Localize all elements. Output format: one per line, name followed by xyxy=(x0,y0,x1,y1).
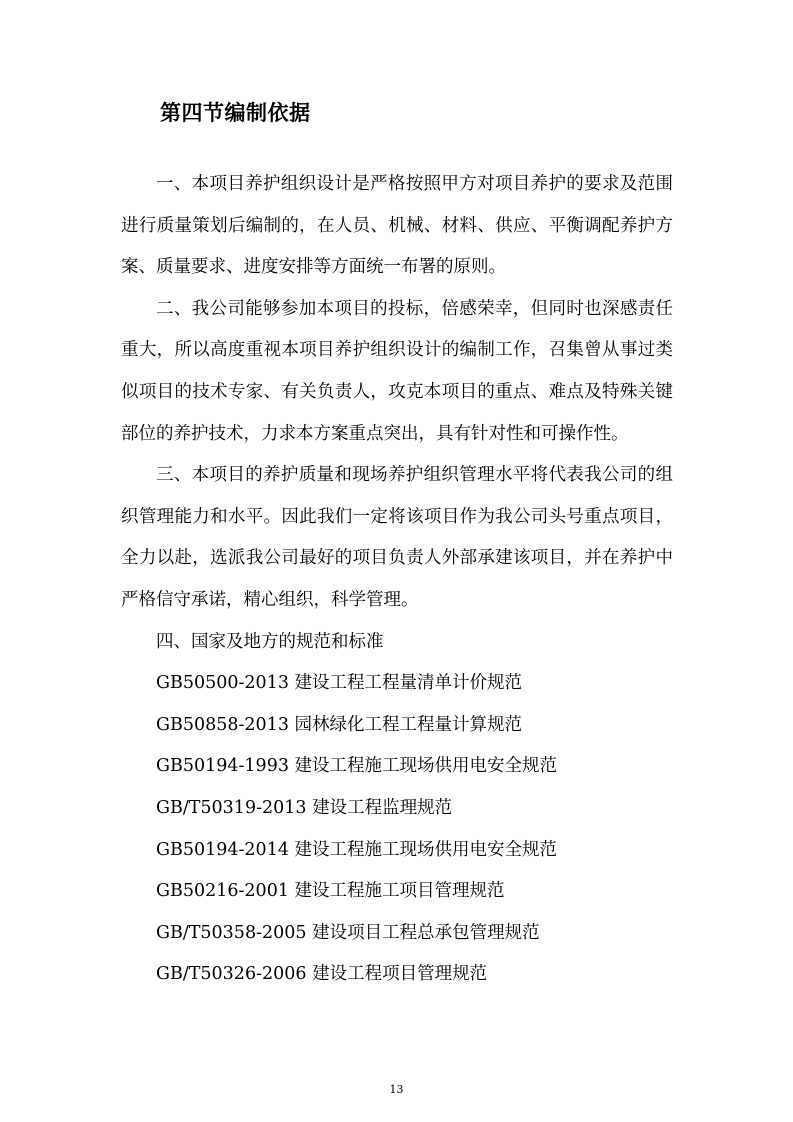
standard-item: GB50194-2014 建设工程施工现场供用电安全规范 xyxy=(156,839,558,860)
standards-list xyxy=(121,663,673,996)
standard-item: GB50500-2013 建设工程工程量清单计价规范 xyxy=(156,673,523,694)
standard-item: GB/T50326-2006 建设工程项目管理规范 xyxy=(156,964,488,985)
body-text xyxy=(121,164,673,996)
paragraph-3: 三、本项目的养护质量和现场养护组织管理水平将代表我公司的组织管理能力和水平。因此我们一定将该项目作为我公司头号重点项目，全力以赴，选派我公司最好的项目负责人外部承建该项目，并在养护中严格信守承诺，精心组织，科学管理。 xyxy=(121,465,673,610)
standard-item: GB50194-1993 建设工程施工现场供用电安全规范 xyxy=(156,756,558,777)
standard-item: GB50858-2013 园林绿化工程工程量计算规范 xyxy=(156,714,523,735)
paragraph-4-heading: 四、国家及地方的规范和标准 xyxy=(156,631,384,652)
paragraph-1: 一、本项目养护组织设计是严格按照甲方对项目养护的要求及范围进行质量策划后编制的，在人员、机械、材料、供应、平衡调配养护方案、质量要求、进度安排等方面统一布署的原则。 xyxy=(121,174,673,278)
standard-item: GB/T50358-2005 建设项目工程总承包管理规范 xyxy=(156,922,540,943)
paragraph-2: 二、我公司能够参加本项目的投标，倍感荣幸，但同时也深感责任重大，所以高度重视本项目养护组织设计的编制工作，召集曾从事过类似项目的技术专家、有关负责人，攻克本项目的重点、难点及特殊关键部位的养护技术，力求本方案重点突出，具有针对性和可操作性。 xyxy=(121,298,673,444)
standard-item: GB/T50319-2013 建设工程监理规范 xyxy=(156,797,453,818)
page-number: 13 xyxy=(389,1083,404,1096)
standard-item: GB50216-2001 建设工程施工项目管理规范 xyxy=(156,881,505,902)
section-title: 第四节编制依据 xyxy=(160,100,311,125)
